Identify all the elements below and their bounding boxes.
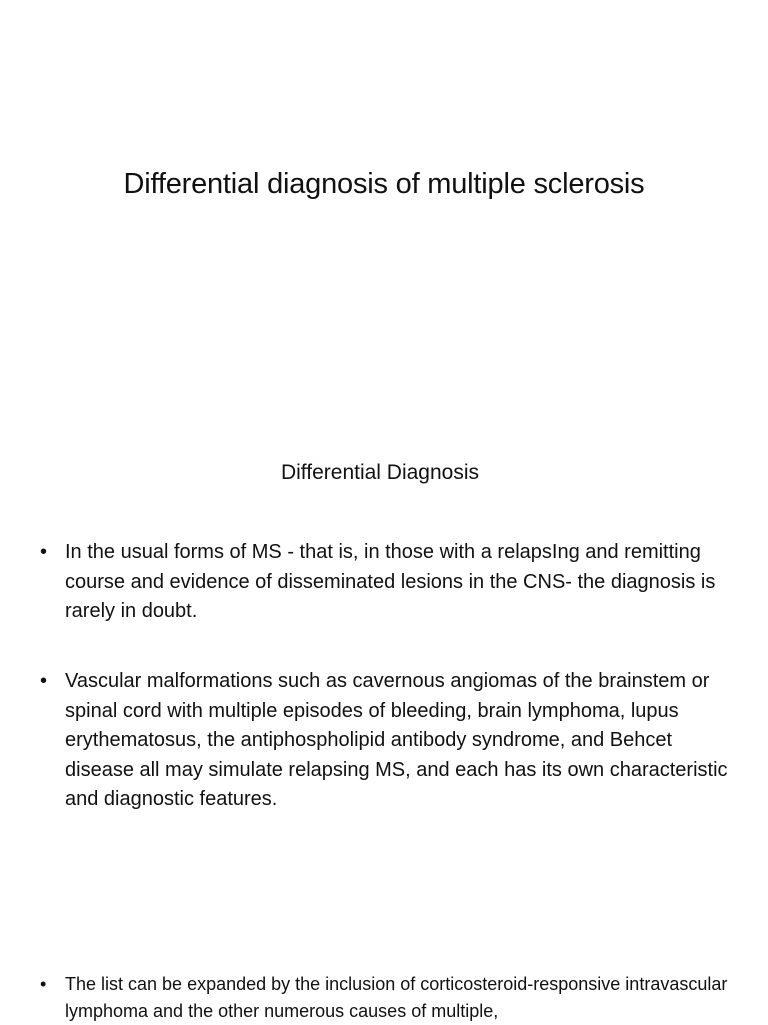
slide-title: Differential diagnosis of multiple sclerosis — [123, 168, 645, 200]
bullet-icon: • — [40, 974, 47, 994]
bullet-icon: • — [40, 541, 48, 563]
bullet-text: The list can be expanded by the inclusion of corticosteroid-responsive intravascular lymphoma and the other numerous causes of multiple, — [65, 974, 728, 1021]
bullet-text: Vascular malformations such as cavernous angiomas of the brainstem or spinal cord with multiple episodes of bleeding, brain lymphoma, lupus erythematosus, the antiphospholipid antibody syndrome, and Behcet disease all may simulate relapsing MS, and each has its own characteristic and diagnostic features. — [65, 670, 728, 810]
bullet-icon: • — [40, 670, 48, 692]
bullet-item — [40, 538, 730, 627]
section-heading: Differential Diagnosis — [280, 461, 480, 484]
bullet-text: In the usual forms of MS - that is, in those with a relapsIng and remitting course and evidence of disseminated lesions in the CNS- the diagnosis is rarely in doubt. — [65, 541, 716, 622]
bullet-item — [40, 667, 730, 815]
bullet-item — [40, 971, 730, 1025]
